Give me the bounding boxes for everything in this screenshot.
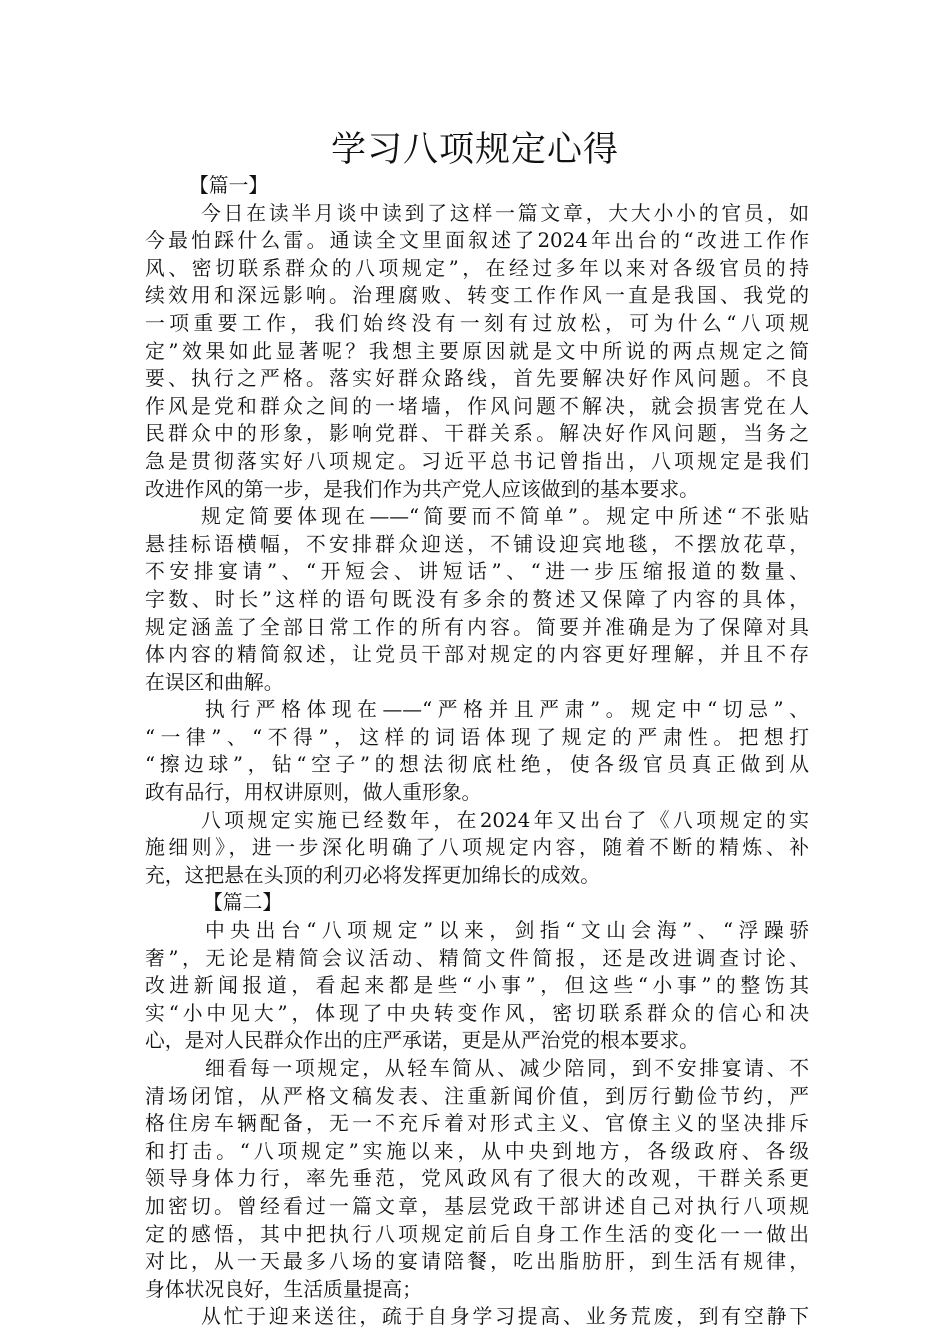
body-line: 改进新闻报道，看起来都是些“小事”，但这些“小事”的整饬其 (145, 974, 809, 998)
body-line: “一律”、“不得”，这样的词语体现了规定的严肃性。把想打 (145, 725, 809, 749)
body-line: 清场闭馆，从严格文稿发表、注重新闻价值，到厉行勤俭节约，严 (145, 1084, 809, 1108)
body-line: 今最怕踩什么雷。通读全文里面叙述了2024年出台的“改进工作作 (145, 229, 809, 253)
body-line: 领导身体力行，率先垂范，党风政风有了很大的改观，干群关系更 (145, 1167, 809, 1191)
body-line: 执行严格体现在——“严格并且严肃”。规定中“切忌”、 (205, 698, 809, 722)
body-line: 风、密切联系群众的八项规定”，在经过多年以来对各级官员的持 (145, 256, 809, 280)
body-line: 政有品行，用权讲原则，做人重形象。 (145, 781, 482, 805)
body-line: 定的感悟，其中把执行八项规定前后自身工作生活的变化一一做出 (145, 1222, 809, 1246)
section-heading-2: 【篇二】 (203, 891, 283, 915)
body-line: 心，是对人民群众作出的庄严承诺，更是从严治党的根本要求。 (145, 1029, 699, 1053)
section-heading-1: 【篇一】 (189, 174, 269, 197)
body-line: 八项规定实施已经数年，在2024年又出台了《八项规定的实 (201, 808, 809, 832)
document-body (145, 172, 809, 1331)
body-line: 定”效果如此显著呢？我想主要原因就是文中所说的两点规定之简 (145, 339, 809, 363)
body-line: 改进作风的第一步，是我们作为共产党人应该做到的基本要求。 (145, 477, 699, 501)
body-line: 细看每一项规定，从轻车简从、减少陪同，到不安排宴请、不 (205, 1057, 809, 1080)
body-line: 规定涵盖了全部日常工作的所有内容。简要并准确是为了保障对具 (145, 615, 809, 639)
body-line: 加密切。曾经看过一篇文章，基层党政干部讲述自己对执行八项规 (145, 1194, 809, 1218)
body-line: 作风是党和群众之间的一堵墙，作风问题不解决，就会损害党在人 (145, 394, 809, 418)
body-line: 不安排宴请”、“开短会、讲短话”、“进一步压缩报道的数量、 (145, 560, 809, 584)
body-line: 续效用和深远影响。治理腐败、转变工作作风一直是我国、我党的 (145, 284, 809, 308)
body-line: 一项重要工作，我们始终没有一刻有过放松，可为什么“八项规 (145, 311, 809, 335)
document-title: 学习八项规定心得 (330, 130, 619, 170)
body-line: 急是贯彻落实好八项规定。习近平总书记曾指出，八项规定是我们 (145, 449, 809, 473)
body-line: 奢”，无论是精简会议活动、精简文件简报，还是改进调查讨论、 (145, 946, 809, 970)
body-line: 今日在读半月谈中读到了这样一篇文章，大大小小的官员，如 (201, 201, 809, 225)
body-line: 规定简要体现在——“简要而不简单”。规定中所述“不张贴 (201, 505, 809, 529)
body-line: 体内容的精简叙述，让党员干部对规定的内容更好理解，并且不存 (145, 643, 809, 667)
body-line: 实“小中见大”，体现了中央转变作风，密切联系群众的信心和决 (145, 1001, 809, 1025)
body-line: 和打击。“八项规定”实施以来，从中央到地方，各级政府、各级 (145, 1139, 809, 1163)
body-line: 充，这把悬在头顶的利刃必将发挥更加绵长的成效。 (145, 863, 600, 887)
body-line: “擦边球”，钻“空子”的想法彻底杜绝，使各级官员真正做到从 (145, 753, 809, 777)
body-line: 施细则》，进一步深化明确了八项规定内容，随着不断的精炼、补 (145, 836, 809, 860)
body-line: 民群众中的形象，影响党群、干群关系。解决好作风问题，当务之 (145, 422, 809, 446)
body-line: 悬挂标语横幅，不安排群众迎送，不铺设迎宾地毯，不摆放花草， (145, 532, 809, 556)
body-line: 格住房车辆配备，无一不充斥着对形式主义、官僚主义的坚决排斥 (145, 1112, 809, 1136)
body-line: 对比，从一天最多八场的宴请陪餐，吃出脂肪肝，到生活有规律， (145, 1250, 809, 1274)
body-line: 从忙于迎来送往，疏于自身学习提高、业务荒废，到有空静下 (201, 1305, 809, 1329)
body-line: 身体状况良好，生活质量提高； (145, 1277, 422, 1301)
body-line: 中央出台“八项规定”以来，剑指“文山会海”、“浮躁骄 (205, 919, 809, 943)
body-line: 字数、时长”这样的语句既没有多余的赘述又保障了内容的具体， (145, 587, 809, 611)
body-line: 要、执行之严格。落实好群众路线，首先要解决好作风问题。不良 (145, 367, 809, 391)
body-line: 在误区和曲解。 (145, 670, 284, 694)
